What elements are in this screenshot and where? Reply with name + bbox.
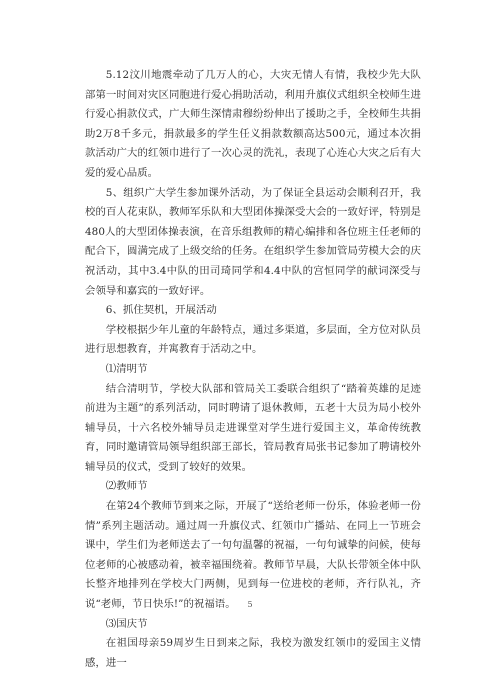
paragraph-education-principle: 学校根据少年儿童的年龄特点，通过多渠道，多层面，全方位对队员进行思想教育，并寓教育于活动之中。 bbox=[85, 323, 421, 356]
paragraph-qingming: 结合清明节，学校大队部和管局关工委联合组织了“踏着英雄的足迹前进为主题”的系列活动，同时聘请了退休教师，五老十大员为局小校外辅导员，十六名校外辅导员走进课堂对学生进行爱国主义，革命传统教育，同时邀请管局领导组织部王部长，管局教育局张书记参加了聘请校外辅导员的仪式，受到了较好的效果。 bbox=[85, 382, 421, 473]
subheading-qingming: ⑴清明节 bbox=[105, 362, 148, 375]
page-number: 5 bbox=[247, 600, 253, 609]
paragraph-earthquake-donation: 5.12汶川地震牵动了几万人的心，大灾无情人有情，我校少先大队部第一时间对灾区同胞进行爱心捐助活动，利用升旗仪式组织全校师生进行爱心捐款仪式，广大师生深情肃穆纷纷伸出了援助之手，全校师生共捐助2万8千多元，捐款最多的学生任义捐款数额高达500元，通过本次捐款活动广大的红领巾进行了一次心灵的洗礼，表现了心连心大灾之后有大爱的爱心品质。 bbox=[85, 69, 421, 179]
section-heading-seize-opportunity: 6、抓住契机，开展活动 bbox=[105, 304, 217, 317]
paragraph-national-day: 在祖国母亲59周岁生日到来之际，我校为激发红领巾的爱国主义情感，进一 bbox=[85, 637, 421, 669]
subheading-national-day: ⑶国庆节 bbox=[105, 617, 148, 630]
document-body bbox=[85, 66, 421, 673]
subheading-teachers-day: ⑵教师节 bbox=[105, 480, 148, 493]
paragraph-extracurricular-activities: 5、组织广大学生参加课外活动，为了保证全县运动会顺利召开，我校的百人花束队，教师军乐队和大型团体操深受大会的一致好评，特别是480人的大型团体操表演，在音乐组教师的精心编排和各位班主任老师的配合下，圆满完成了上级交给的任务。在组织学生参加管局劳模大会的庆祝活动，其中3.4中队的田司琦同学和4.4中队的宫恒同学的献词深受与会领导和嘉宾的一致好评。 bbox=[85, 186, 421, 297]
paragraph-teachers-day: 在第24个教师节到来之际，开展了“送给老师一份乐，体验老师一份情”系列主题活动。通过周一升旗仪式、红领巾广播站、在同上一节班会课中，学生们为老师送去了一句句温馨的祝福，一句句诚挚的问候，使每位老师的心被感动着，被幸福围绕着。教师节早晨，大队长带领全体中队长整齐地排列在学校大门两侧，见到每一位进校的老师，齐行队礼，齐说“老师，节日快乐!”的祝福语。 bbox=[85, 500, 421, 611]
